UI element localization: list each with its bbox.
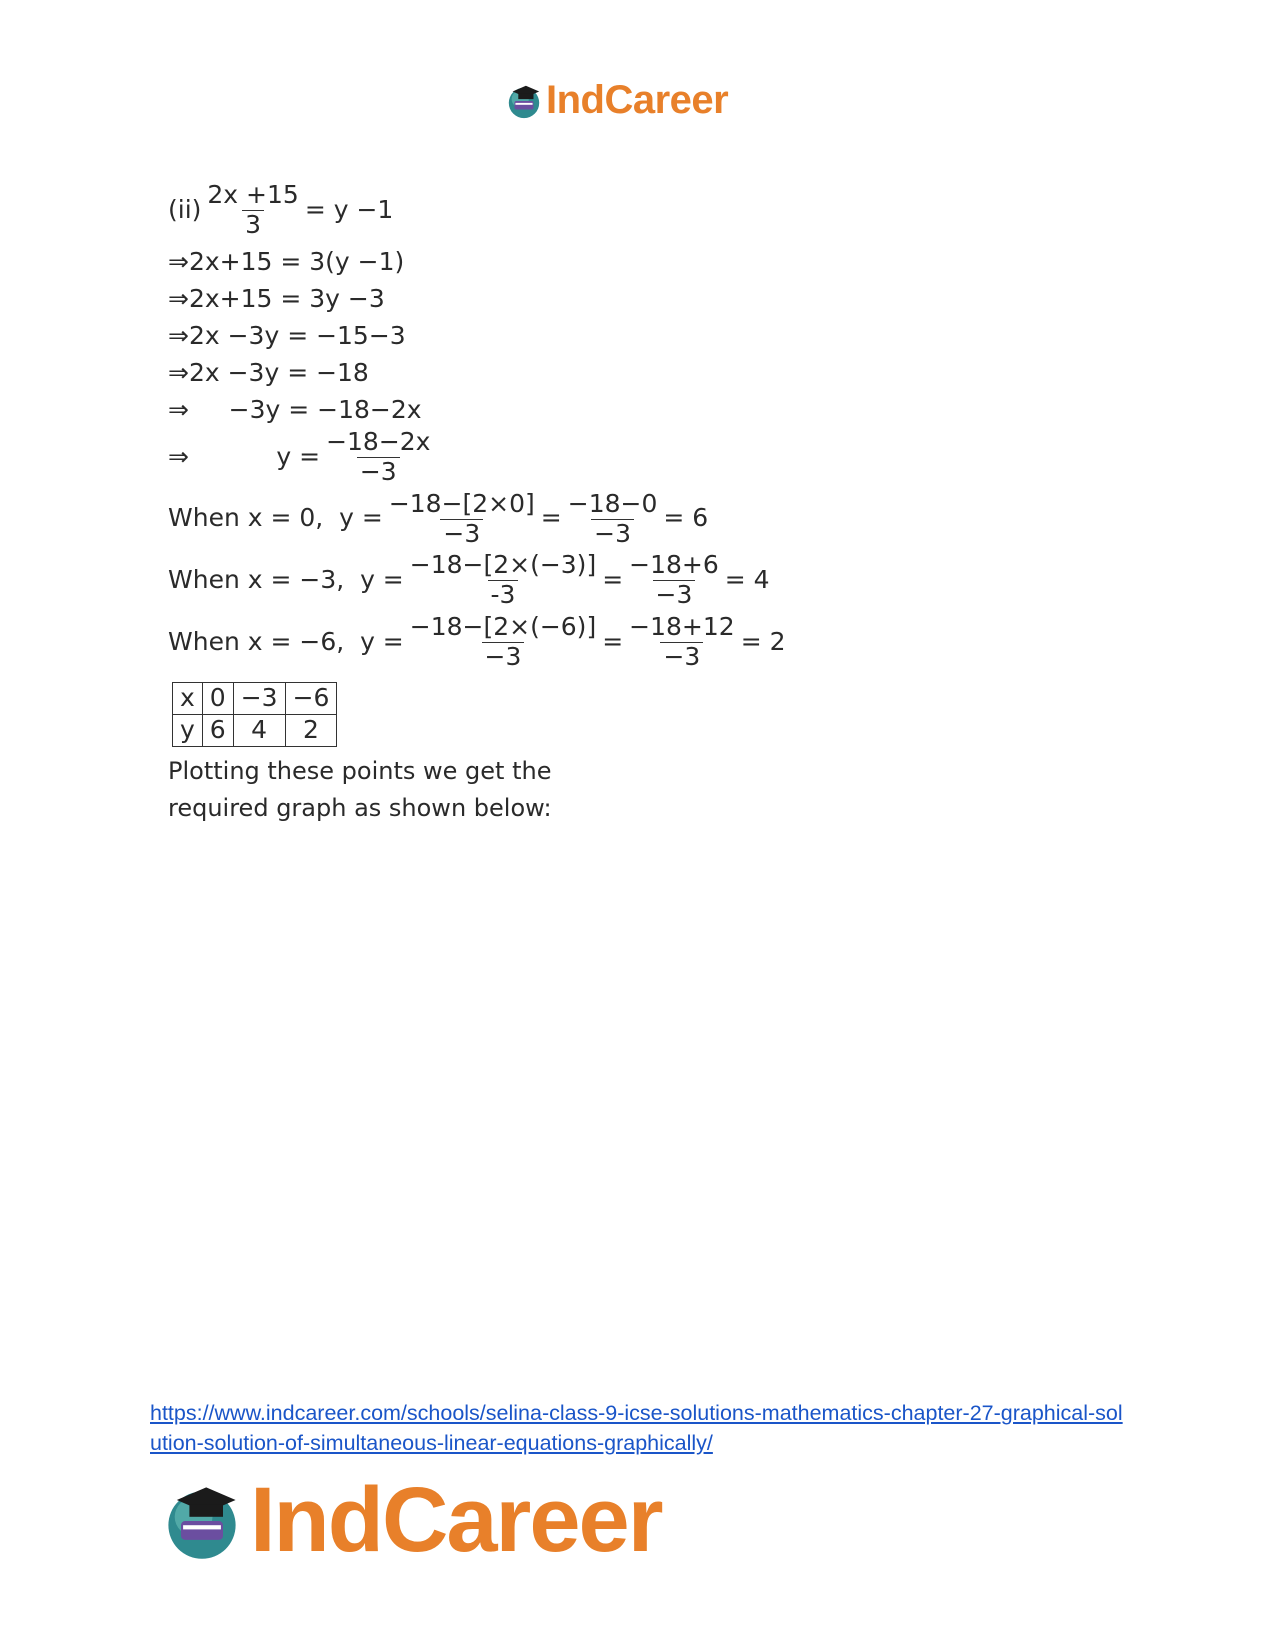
numerator: −18−2x [326, 426, 431, 456]
when-x-0-line [168, 489, 868, 549]
when-x-minus3-line [168, 550, 868, 610]
numerator: −18−0 [567, 488, 658, 518]
plotting-text-line-2: required graph as shown below: [168, 793, 552, 822]
fraction [626, 612, 738, 672]
numerator: −18+12 [629, 612, 735, 641]
fraction [386, 489, 538, 549]
table-cell: 2 [285, 714, 337, 746]
equation-line-3: ⇒2x+15 = 3y −3 [168, 283, 385, 313]
equation-line-2: ⇒2x+15 = 3(y −1) [168, 246, 405, 276]
denominator: 3 [242, 210, 264, 240]
when-x-minus6-line [168, 612, 868, 672]
fraction [565, 489, 661, 549]
table-cell: −3 [233, 682, 285, 714]
table-cell: 4 [233, 714, 285, 746]
rhs: = y −1 [304, 194, 394, 224]
table-row-x [173, 682, 337, 714]
fraction [407, 612, 599, 672]
numerator: −18−[2×0] [388, 488, 535, 518]
prefix: When x = −6, y = [168, 626, 404, 656]
equation-line-1 [168, 180, 868, 240]
prefix: When x = 0, y = [168, 503, 383, 533]
prefix: ⇒ y = [168, 441, 321, 471]
denominator: −3 [591, 519, 634, 549]
fraction [323, 427, 433, 487]
table-cell: x [173, 682, 203, 714]
equals: = [602, 565, 624, 595]
result: = 2 [740, 626, 786, 656]
fraction [204, 180, 301, 240]
denominator: −3 [440, 519, 483, 549]
result: = 4 [724, 565, 770, 595]
plotting-text [168, 753, 868, 827]
logo-text: IndCareer [546, 78, 729, 122]
prefix: When x = −3, y = [168, 565, 404, 595]
indcareer-logo-footer [160, 1468, 662, 1573]
equation-line-4: ⇒2x −3y = −15−3 [168, 320, 406, 350]
table-cell: y [173, 714, 203, 746]
numerator: −18+6 [629, 550, 719, 580]
plotting-text-line-1: Plotting these points we get the [168, 756, 552, 785]
fraction [626, 550, 722, 610]
fraction [407, 550, 599, 610]
logo-text: IndCareer [250, 1469, 662, 1571]
indcareer-logo-header [505, 78, 728, 123]
numerator: −18−[2×(−3)] [409, 550, 597, 580]
equals: = [602, 626, 624, 656]
table-cell: −6 [285, 682, 337, 714]
result: = 6 [663, 503, 709, 533]
values-table [172, 682, 337, 747]
table-cell: 0 [202, 682, 233, 714]
denominator: −3 [653, 580, 696, 610]
numerator: 2x +15 [207, 180, 299, 209]
numerator: −18−[2×(−6)] [409, 612, 597, 641]
equation-line-5: ⇒2x −3y = −18 [168, 357, 369, 387]
globe-graduation-cap-icon [505, 82, 543, 120]
denominator: -3 [488, 580, 519, 610]
math-solution [168, 180, 868, 827]
source-link[interactable]: https://www.indcareer.com/schools/selina-class-9-icse-solutions-mathematics-chapter-27-graphical-solution-solution-of-simultaneous-linear-equations-graphically/ [150, 1401, 1123, 1455]
label-ii: (ii) [168, 194, 202, 224]
denominator: −3 [357, 457, 400, 487]
equation-line-7 [168, 427, 868, 487]
globe-graduation-cap-icon [160, 1479, 244, 1563]
denominator: −3 [482, 642, 525, 672]
table-row-y [173, 714, 337, 746]
equals: = [540, 503, 562, 533]
table-cell: 6 [202, 714, 233, 746]
equation-line-6: ⇒ −3y = −18−2x [168, 394, 422, 424]
denominator: −3 [660, 642, 703, 672]
